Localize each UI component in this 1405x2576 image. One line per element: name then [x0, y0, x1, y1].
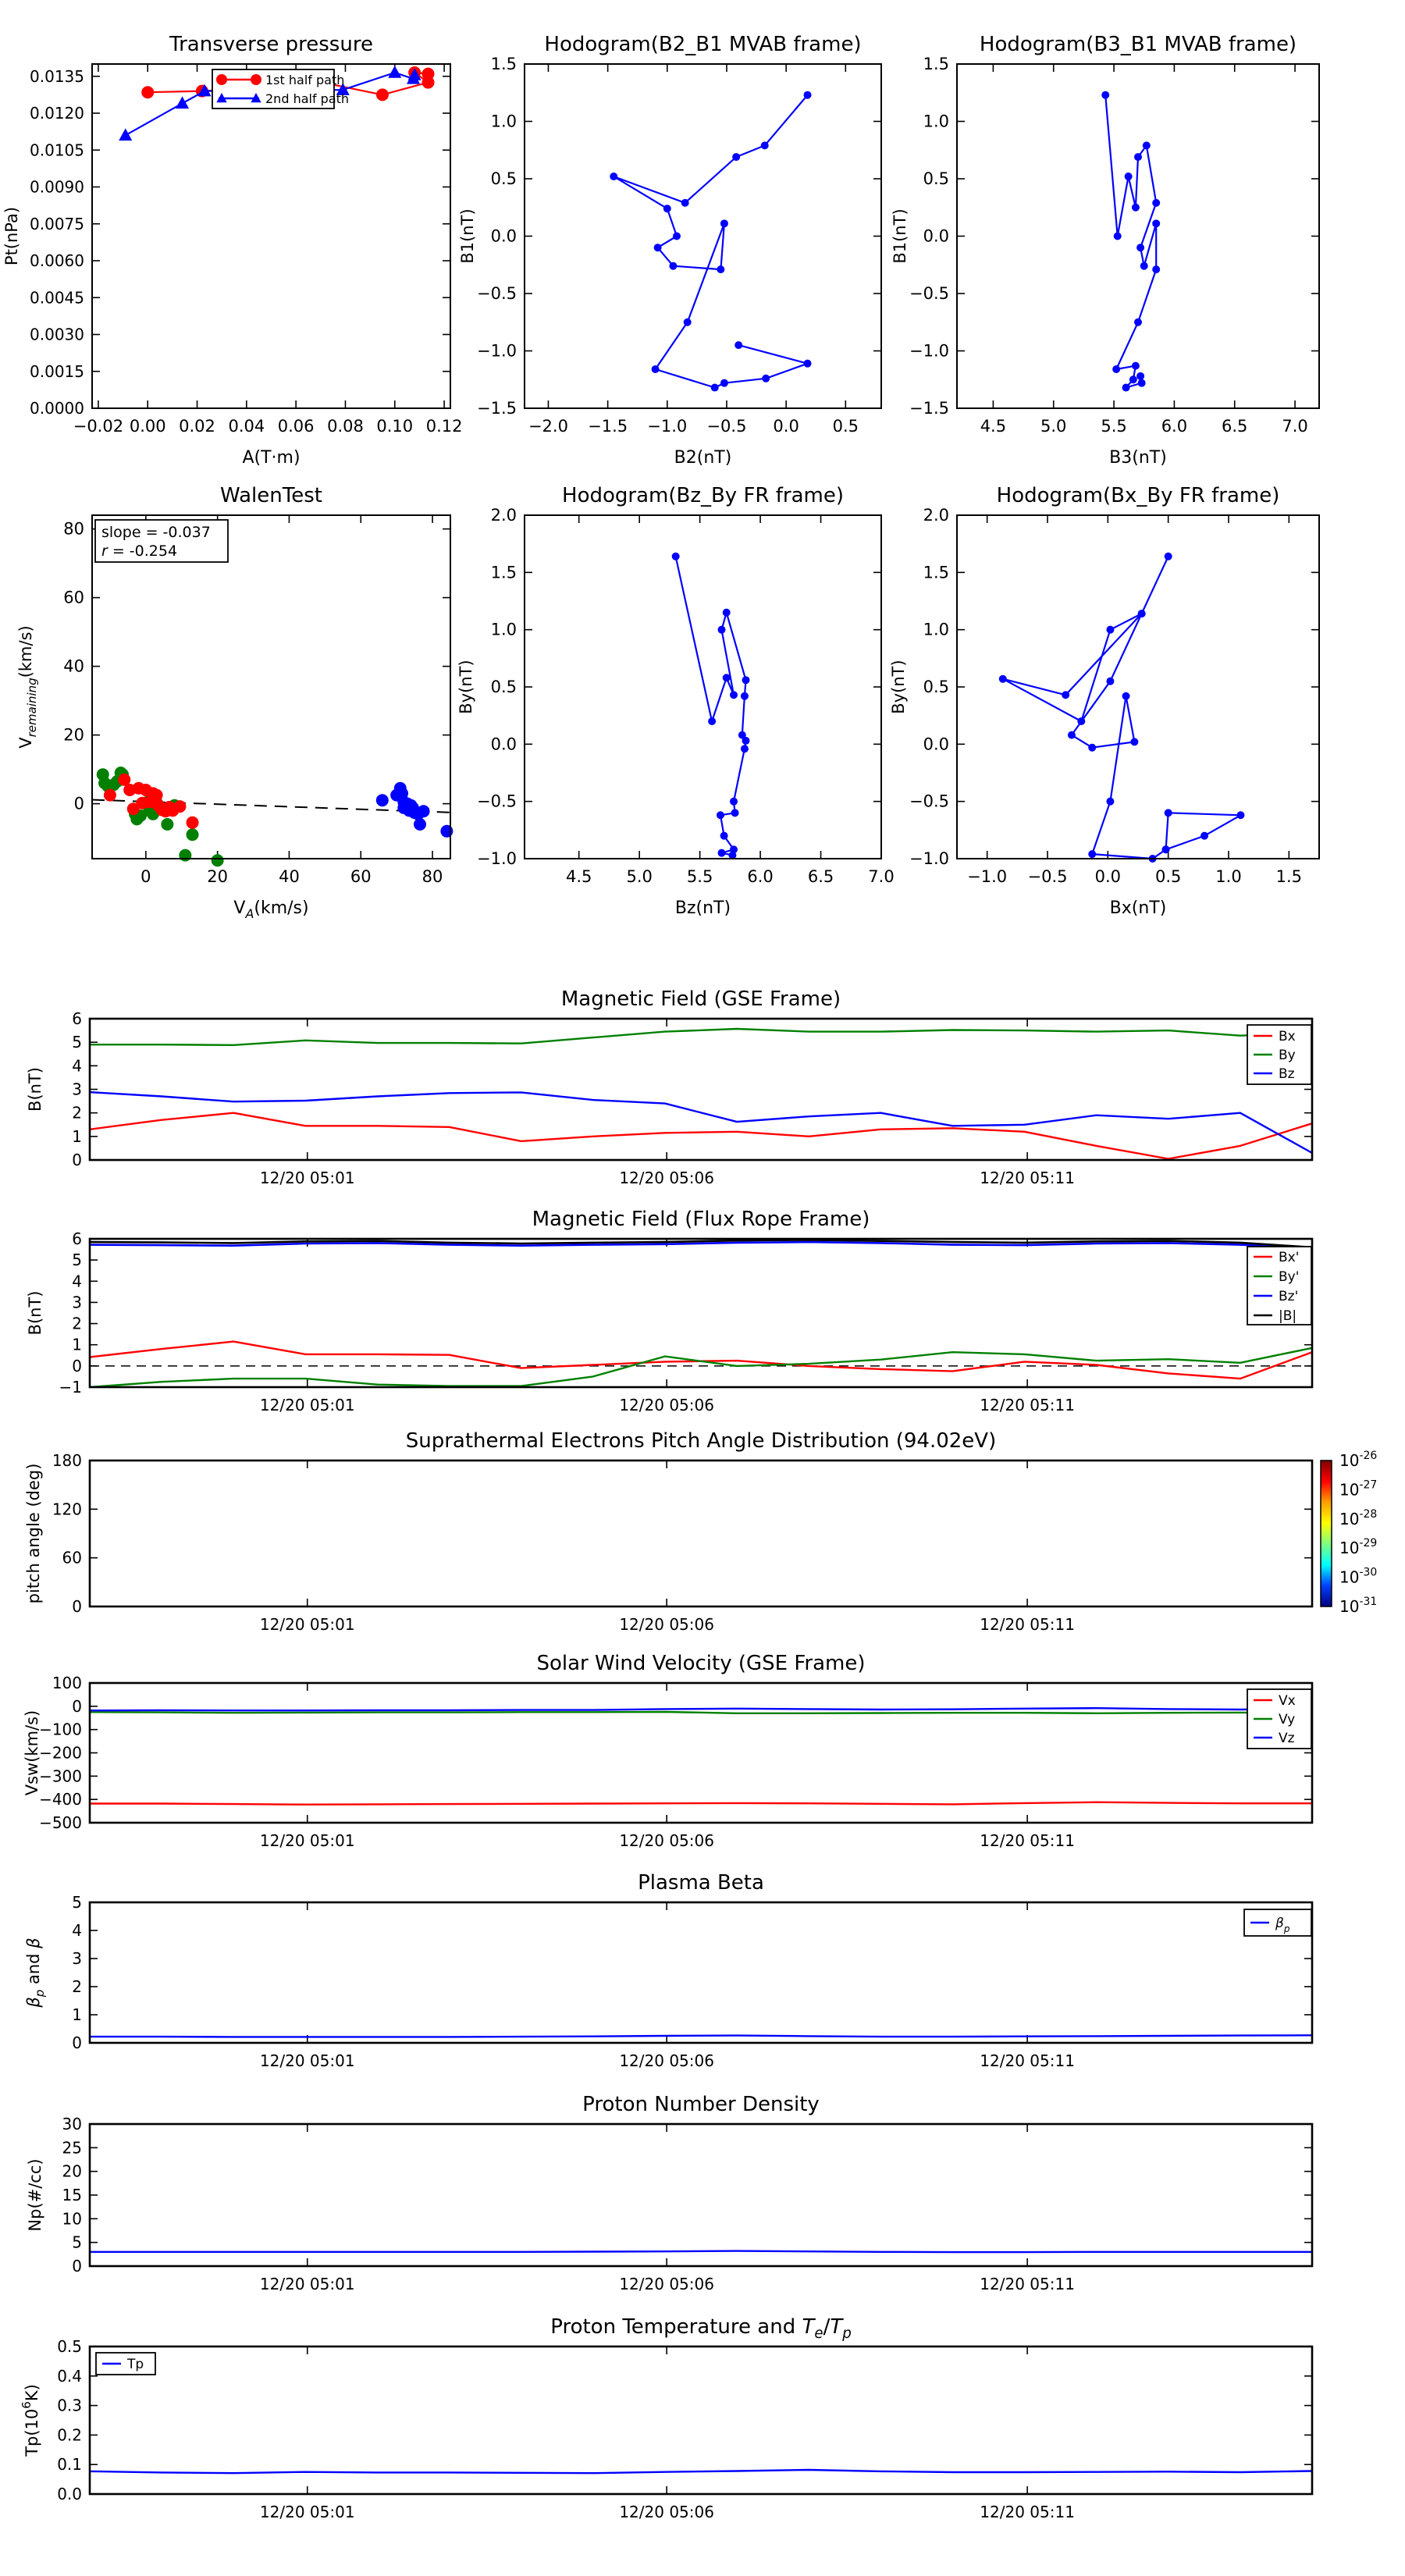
svg-text:4.5: 4.5 [980, 417, 1007, 436]
svg-text:−1.5: −1.5 [909, 399, 949, 418]
svg-text:80: 80 [63, 519, 84, 539]
svg-text:5.5: 5.5 [686, 867, 713, 886]
svg-text:12/20 05:11: 12/20 05:11 [980, 1615, 1075, 1634]
svg-text:2: 2 [72, 1977, 82, 1996]
svg-text:1st half path: 1st half path [265, 73, 345, 87]
svg-text:4: 4 [72, 1921, 82, 1940]
svg-text:0.0090: 0.0090 [30, 177, 84, 197]
svg-text:12/20 05:11: 12/20 05:11 [980, 2275, 1075, 2293]
svg-text:Vy: Vy [1279, 1712, 1296, 1727]
svg-text:20: 20 [62, 2161, 82, 2181]
svg-text:12/20 05:06: 12/20 05:06 [619, 2051, 714, 2070]
svg-text:By: By [1279, 1048, 1296, 1063]
svg-text:βp: $\beta_p$ [1275, 1916, 1290, 1934]
svg-text:By(nT): By(nT) [889, 660, 908, 714]
svg-text:1.5: 1.5 [923, 55, 949, 73]
svg-text:−2.0: −2.0 [528, 417, 568, 436]
svg-text:12/20 05:06: 12/20 05:06 [619, 1396, 714, 1414]
svg-text:12/20 05:06: 12/20 05:06 [619, 2503, 714, 2521]
svg-text:10-31: $10^{-31}$ [1339, 1596, 1378, 1616]
svg-text:10-30: $10^{-30}$ [1339, 1566, 1378, 1587]
svg-text:0.1: 0.1 [57, 2455, 82, 2475]
title-plasma-beta: Plasma Beta [638, 1871, 764, 1895]
svg-text:0.0: 0.0 [923, 735, 949, 754]
title-hodogram-bx-by: Hodogram(Bx_By FR frame) [996, 484, 1280, 507]
svg-text:By(nT): By(nT) [457, 660, 475, 714]
svg-text:10-27: $10^{-27}$ [1339, 1478, 1378, 1500]
svg-text:5: 5 [72, 1251, 82, 1270]
svg-text:10-29: $10^{-29}$ [1339, 1537, 1378, 1558]
svg-text:−1.0: −1.0 [477, 341, 517, 361]
svg-text:B1(nT): B1(nT) [458, 208, 477, 264]
svg-text:12/20 05:11: 12/20 05:11 [980, 1396, 1075, 1414]
svg-text:6: 6 [72, 1229, 82, 1248]
svg-text:0.0: 0.0 [773, 417, 799, 436]
svg-text:5: 5 [72, 2233, 82, 2252]
svg-text:2nd half path: 2nd half path [265, 91, 350, 106]
title-transverse-pressure: Transverse pressure [169, 33, 373, 56]
svg-text:−200: −200 [39, 1743, 82, 1763]
svg-text:−500: −500 [39, 1813, 82, 1832]
svg-text:12/20 05:01: 12/20 05:01 [259, 2503, 355, 2521]
svg-text:0.0: 0.0 [57, 2485, 82, 2503]
svg-text:0: 0 [73, 794, 84, 813]
svg-text:−400: −400 [39, 1790, 82, 1809]
svg-text:0: 0 [72, 1356, 82, 1375]
svg-text:5.0: 5.0 [626, 867, 653, 886]
svg-text:−0.5: −0.5 [909, 284, 949, 303]
svg-text:60: 60 [63, 588, 84, 607]
svg-text:2.0: 2.0 [923, 506, 949, 525]
title-hodogram-b2-b1: Hodogram(B2_B1 MVAB frame) [544, 33, 862, 56]
svg-text:3: 3 [72, 1293, 82, 1312]
svg-text:1.5: 1.5 [923, 563, 949, 582]
svg-text:1.0: 1.0 [923, 620, 949, 639]
svg-text:−0.5: −0.5 [477, 284, 517, 303]
svg-text:0.5: 0.5 [490, 169, 517, 188]
svg-text:−1.5: −1.5 [477, 399, 517, 418]
svg-text:0: 0 [140, 867, 151, 886]
svg-text:−1.0: −1.0 [909, 849, 949, 868]
svg-text:A(T·m): A(T·m) [242, 448, 301, 468]
title-pitch-angle: Suprathermal Electrons Pitch Angle Distribution (94.02eV) [405, 1429, 997, 1453]
svg-text:B(nT): B(nT) [26, 1067, 44, 1112]
svg-text:−100: −100 [39, 1720, 82, 1739]
svg-text:0.12: 0.12 [425, 417, 463, 436]
svg-text:Np(#/cc): Np(#/cc) [26, 2158, 44, 2232]
svg-text:1.0: 1.0 [490, 620, 517, 639]
svg-text:0.04: 0.04 [228, 417, 265, 436]
svg-text:7.0: 7.0 [868, 867, 895, 886]
svg-text:−0.5: −0.5 [1027, 867, 1068, 886]
svg-text:12/20 05:11: 12/20 05:11 [980, 2503, 1075, 2521]
svg-text:−0.02: −0.02 [73, 417, 124, 436]
svg-text:20: 20 [63, 725, 84, 745]
svg-text:−1.5: −1.5 [588, 417, 628, 436]
svg-text:12/20 05:06: 12/20 05:06 [619, 1169, 714, 1187]
svg-text:0.0000: 0.0000 [30, 399, 84, 418]
svg-text:Bz: Bz [1279, 1066, 1295, 1082]
svg-text:4: 4 [72, 1056, 82, 1076]
svg-text:12/20 05:01: 12/20 05:01 [259, 1615, 355, 1634]
svg-text:0.0015: 0.0015 [30, 361, 84, 381]
svg-text:80: 80 [422, 867, 443, 886]
svg-text:Bz(nT): Bz(nT) [674, 898, 731, 918]
svg-text:12/20 05:06: 12/20 05:06 [619, 1831, 714, 1850]
svg-text:By': By' [1279, 1269, 1300, 1285]
svg-text:−0.5: −0.5 [477, 792, 517, 811]
title-walen-test: WalenTest [220, 484, 322, 507]
svg-text:0.08: 0.08 [327, 417, 364, 436]
svg-text:0.5: 0.5 [923, 678, 949, 696]
svg-text:Tp(106K): $Tp(10^6K)$ [20, 2384, 41, 2457]
svg-text:Bx(nT): Bx(nT) [1109, 898, 1167, 918]
svg-text:7.0: 7.0 [1282, 417, 1308, 436]
svg-text:1.0: 1.0 [1215, 867, 1242, 886]
svg-text:0.0135: 0.0135 [30, 66, 84, 86]
svg-text:2: 2 [72, 1314, 82, 1333]
svg-text:−300: −300 [39, 1767, 82, 1786]
svg-text:15: 15 [62, 2186, 82, 2204]
title-proton-number-density: Proton Number Density [582, 2093, 820, 2116]
svg-text:Vsw(km/s): Vsw(km/s) [23, 1710, 41, 1796]
svg-text:Bx: Bx [1279, 1029, 1296, 1044]
svg-text:5: 5 [72, 1033, 82, 1052]
title-solar-wind-velocity: Solar Wind Velocity (GSE Frame) [536, 1652, 866, 1675]
svg-text:0.2: 0.2 [57, 2425, 82, 2445]
svg-text:120: 120 [52, 1500, 82, 1519]
svg-text:12/20 05:01: 12/20 05:01 [259, 1831, 355, 1850]
svg-text:12/20 05:01: 12/20 05:01 [259, 1396, 355, 1414]
svg-text:6.5: 6.5 [1222, 417, 1248, 436]
svg-text:3: 3 [72, 1080, 82, 1099]
svg-text:Vremaining(km/s): $V_{remaining}(km/s)$ [16, 625, 39, 749]
svg-text:6.0: 6.0 [1161, 417, 1188, 436]
svg-text:B2(nT): B2(nT) [674, 448, 732, 468]
svg-text:20: 20 [207, 867, 229, 886]
svg-text:B1(nT): B1(nT) [891, 208, 909, 264]
svg-text:slope = -0.037: slope = -0.037 [101, 524, 211, 541]
svg-text:B3(nT): B3(nT) [1109, 448, 1167, 468]
svg-text:1.5: 1.5 [490, 563, 517, 582]
svg-text:0: 0 [72, 1151, 82, 1169]
svg-text:4.5: 4.5 [566, 867, 592, 886]
svg-text:0.5: 0.5 [923, 169, 949, 188]
svg-text:12/20 05:01: 12/20 05:01 [259, 2051, 355, 2070]
svg-text:−1.0: −1.0 [967, 867, 1008, 886]
svg-text:0.0045: 0.0045 [30, 288, 84, 308]
svg-text:2: 2 [72, 1103, 82, 1123]
svg-text:60: 60 [350, 867, 372, 886]
svg-text:40: 40 [63, 656, 84, 676]
svg-text:0.5: 0.5 [1154, 867, 1182, 886]
svg-text:Bz': Bz' [1279, 1289, 1299, 1304]
svg-text:12/20 05:06: 12/20 05:06 [619, 2275, 714, 2293]
svg-text:0.0: 0.0 [923, 226, 949, 246]
svg-text:βp and β: $\beta_p$ and β [24, 1937, 47, 2008]
svg-text:0.0: 0.0 [1094, 867, 1122, 886]
svg-text:0.00: 0.00 [129, 417, 166, 436]
svg-text:Vx: Vx [1279, 1693, 1296, 1709]
svg-text:12/20 05:06: 12/20 05:06 [619, 1615, 714, 1634]
title-proton-temperature: Proton Temperature and $T_e/T_p$ [550, 2315, 852, 2343]
svg-text:12/20 05:11: 12/20 05:11 [980, 1169, 1075, 1187]
svg-text:100: 100 [52, 1674, 82, 1692]
svg-text:−0.5: −0.5 [909, 792, 949, 811]
svg-text:180: 180 [52, 1451, 82, 1470]
svg-text:0.0060: 0.0060 [30, 251, 84, 270]
svg-text:Tp: Tp [127, 2357, 144, 2372]
svg-text:3: 3 [72, 1949, 82, 1968]
svg-text:B(nT): B(nT) [26, 1290, 44, 1336]
svg-text:0.5: 0.5 [57, 2337, 82, 2356]
svg-text:6.0: 6.0 [747, 867, 774, 886]
svg-text:1.5: 1.5 [1275, 867, 1303, 886]
svg-text:0.5: 0.5 [832, 417, 859, 436]
svg-text:0.0075: 0.0075 [30, 214, 84, 233]
svg-text:0: 0 [72, 2033, 82, 2052]
svg-text:1.0: 1.0 [923, 112, 949, 131]
svg-text:0.10: 0.10 [376, 417, 414, 436]
svg-text:10: 10 [62, 2209, 82, 2229]
svg-text:6.5: 6.5 [807, 867, 834, 886]
svg-text:0.5: 0.5 [490, 678, 517, 696]
svg-text:1.0: 1.0 [490, 112, 517, 131]
svg-text:0: 0 [72, 1597, 82, 1616]
svg-text:10-26: $10^{-26}$ [1339, 1450, 1378, 1470]
svg-text:12/20 05:11: 12/20 05:11 [980, 2051, 1075, 2070]
svg-text:12/20 05:01: 12/20 05:01 [259, 1169, 355, 1187]
svg-text:5.5: 5.5 [1101, 417, 1127, 436]
svg-text:0.0120: 0.0120 [30, 104, 84, 123]
svg-text:−1.0: −1.0 [477, 849, 517, 868]
svg-text:−1.0: −1.0 [909, 341, 949, 361]
svg-text:12/20 05:01: 12/20 05:01 [259, 2275, 355, 2293]
svg-text:0.0030: 0.0030 [30, 325, 84, 344]
svg-text:25: 25 [62, 2138, 82, 2158]
svg-text:5.0: 5.0 [1040, 417, 1067, 436]
svg-text:0.4: 0.4 [57, 2366, 82, 2386]
svg-text:0.0105: 0.0105 [30, 141, 84, 160]
svg-text:4: 4 [72, 1272, 82, 1291]
svg-text:0: 0 [72, 2257, 82, 2275]
title-hodogram-bz-by: Hodogram(Bz_By FR frame) [562, 484, 844, 507]
svg-text:VA(km/s): $V_A(km/s)$ [233, 898, 309, 921]
svg-text:0.0: 0.0 [490, 226, 517, 246]
svg-text:1: 1 [72, 1126, 82, 1146]
title-magnetic-field-gse: Magnetic Field (GSE Frame) [560, 987, 841, 1011]
svg-text:−0.5: −0.5 [706, 417, 747, 436]
svg-text:5: 5 [72, 1893, 82, 1912]
svg-text:40: 40 [279, 867, 300, 886]
svg-text:−1: −1 [59, 1378, 82, 1397]
svg-text:0.02: 0.02 [179, 417, 215, 436]
svg-text:6: 6 [72, 1009, 82, 1028]
svg-text:0.06: 0.06 [277, 417, 315, 436]
title-hodogram-b3-b1: Hodogram(B3_B1 MVAB frame) [979, 33, 1297, 56]
svg-text:0: 0 [72, 1696, 82, 1716]
svg-text:pitch angle (deg): pitch angle (deg) [24, 1463, 43, 1604]
svg-text:1: 1 [72, 2005, 82, 2024]
svg-text:Vz: Vz [1279, 1731, 1295, 1746]
title-magnetic-field-fr: Magnetic Field (Flux Rope Frame) [532, 1208, 870, 1231]
svg-text:r = -0.254: r = -0.254 [101, 543, 178, 560]
svg-text:10-28: $10^{-28}$ [1339, 1507, 1378, 1528]
svg-text:−1.0: −1.0 [647, 417, 688, 436]
svg-text:Pt(nPa): Pt(nPa) [2, 206, 21, 266]
svg-text:1: 1 [72, 1335, 82, 1354]
svg-text:1.5: 1.5 [490, 55, 517, 73]
svg-text:12/20 05:11: 12/20 05:11 [980, 1831, 1075, 1850]
svg-text:0.3: 0.3 [57, 2396, 82, 2415]
svg-text:Bx': Bx' [1279, 1250, 1300, 1265]
svg-text:2.0: 2.0 [490, 506, 517, 525]
svg-text:60: 60 [62, 1548, 82, 1567]
svg-text:0.0: 0.0 [490, 735, 517, 754]
svg-text:|B|: |B| [1279, 1308, 1297, 1324]
svg-text:30: 30 [62, 2115, 82, 2133]
